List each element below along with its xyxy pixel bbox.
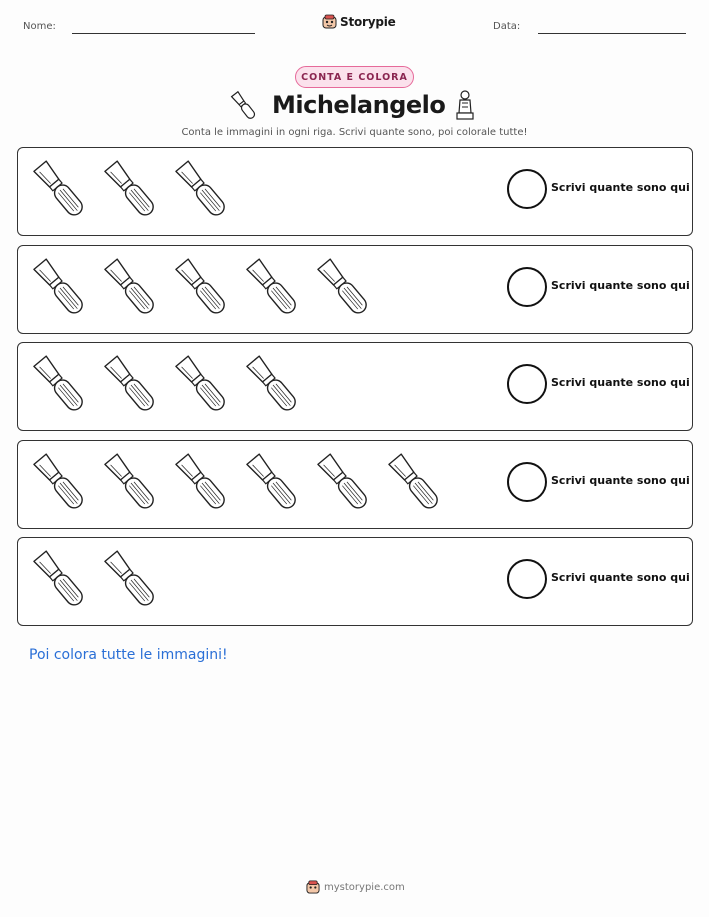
counting-row bbox=[17, 440, 693, 529]
chisel-icon bbox=[385, 450, 445, 516]
answer-circle[interactable] bbox=[507, 462, 547, 502]
counting-row bbox=[17, 537, 693, 626]
chisel-icon bbox=[314, 255, 374, 321]
chisel-icon bbox=[30, 450, 90, 516]
answer-label: Scrivi quante sono qui bbox=[551, 473, 690, 487]
chisel-icon bbox=[30, 352, 90, 418]
answer-circle[interactable] bbox=[507, 364, 547, 404]
chisel-icon bbox=[314, 450, 374, 516]
footer-note: Poi colora tutte le immagini! bbox=[29, 647, 228, 663]
brand-name: Storypie bbox=[340, 14, 396, 29]
answer-label: Scrivi quante sono qui bbox=[551, 278, 690, 292]
instructions: Conta le immagini in ogni riga. Scrivi quante sono, poi colorale tutte! bbox=[181, 127, 528, 138]
badge-label: CONTA E COLORA bbox=[301, 71, 408, 83]
chisel-icon bbox=[101, 547, 161, 613]
chisel-icon bbox=[101, 450, 161, 516]
site-footer bbox=[306, 880, 405, 894]
page-title: Michelangelo bbox=[272, 91, 446, 119]
answer-label: Scrivi quante sono qui bbox=[551, 376, 690, 389]
title-row bbox=[0, 89, 709, 125]
storypie-mascot-icon bbox=[322, 14, 337, 29]
date-label: Data: bbox=[493, 21, 521, 32]
chisel-icon bbox=[172, 157, 232, 223]
chisel-icon bbox=[30, 157, 90, 223]
answer-circle[interactable] bbox=[507, 559, 547, 599]
storypie-mascot-icon bbox=[306, 880, 320, 894]
statue-icon bbox=[454, 89, 476, 121]
counting-row bbox=[17, 147, 693, 236]
counting-row bbox=[17, 342, 693, 431]
name-label: Nome: bbox=[23, 21, 56, 32]
site-url: mystorypie.com bbox=[324, 881, 405, 893]
chisel-icon bbox=[30, 547, 90, 613]
chisel-icon bbox=[229, 90, 259, 122]
chisel-icon bbox=[172, 450, 232, 516]
brand-logo bbox=[322, 14, 396, 29]
chisel-icon bbox=[101, 157, 161, 223]
chisel-icon bbox=[30, 255, 90, 321]
answer-label: Scrivi quante sono qui bbox=[551, 181, 690, 194]
answer-circle[interactable] bbox=[507, 169, 547, 209]
chisel-icon bbox=[172, 255, 232, 321]
answer-circle[interactable] bbox=[507, 267, 547, 307]
chisel-icon bbox=[243, 255, 303, 321]
chisel-icon bbox=[101, 352, 161, 418]
chisel-icon bbox=[101, 255, 161, 321]
chisel-icon bbox=[243, 450, 303, 516]
activity-badge bbox=[295, 66, 414, 88]
answer-label: Scrivi quante sono qui bbox=[551, 571, 690, 584]
date-line[interactable] bbox=[538, 33, 686, 34]
chisel-icon bbox=[243, 352, 303, 418]
name-line[interactable] bbox=[72, 33, 255, 34]
chisel-icon bbox=[172, 352, 232, 418]
counting-row bbox=[17, 245, 693, 334]
